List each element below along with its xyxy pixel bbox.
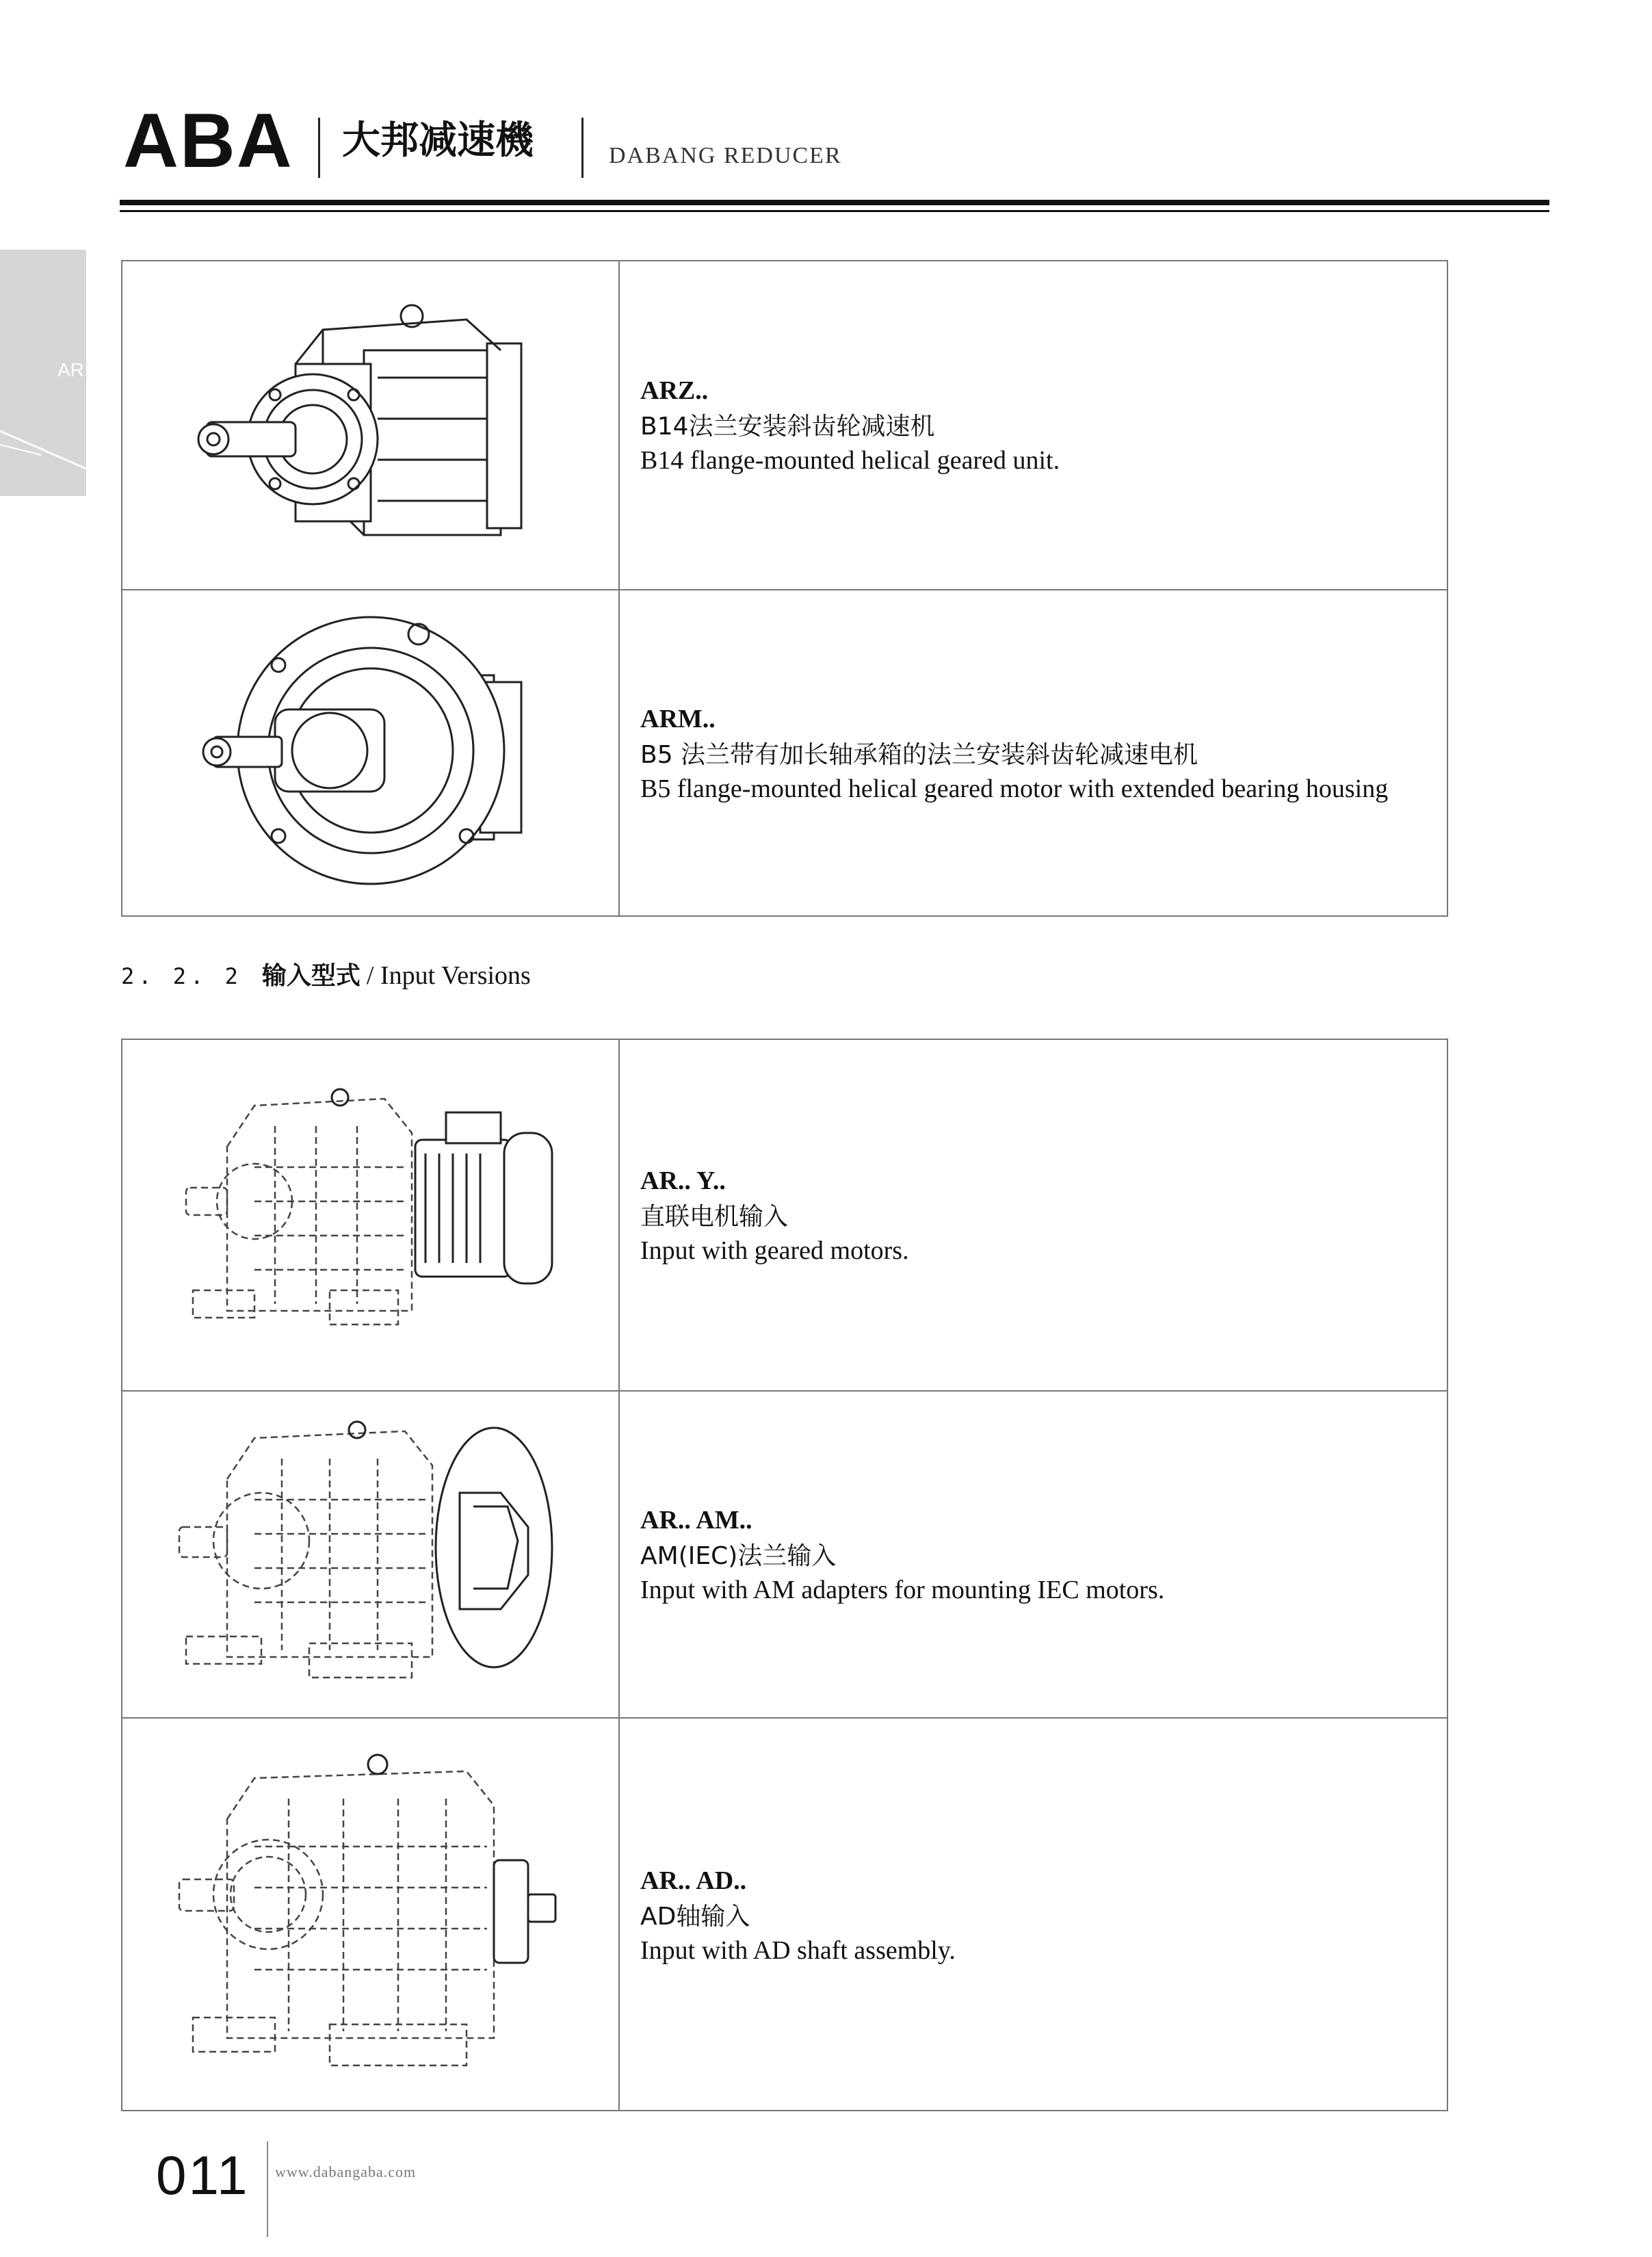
side-tab-label: AR [57, 359, 84, 380]
model-code: ARZ.. [640, 376, 709, 406]
description-en: Input with AM adapters for mounting IEC motors. [640, 1575, 1165, 1604]
table-row [122, 590, 1447, 917]
description-en: Input with AD shaft assembly. [640, 1935, 956, 1965]
product-text-cell [640, 590, 1433, 917]
footer-divider [267, 2141, 268, 2237]
page-number: 011 [156, 2145, 250, 2206]
header-divider [318, 118, 320, 178]
section-heading [121, 956, 531, 991]
product-text-cell [640, 1392, 1433, 1717]
product-image-cell [122, 1392, 618, 1717]
brand-name-en: DABANG REDUCER [609, 143, 842, 168]
description-en: Input with geared motors. [640, 1236, 909, 1265]
gearbox-with-motor-icon [179, 1085, 562, 1345]
mounting-table [121, 260, 1448, 917]
product-image-cell [122, 1040, 618, 1390]
product-text-cell [640, 261, 1433, 589]
header-rule [120, 200, 1549, 205]
model-code: ARM.. [640, 705, 716, 734]
product-text-cell [640, 1040, 1433, 1390]
gearbox-with-am-adapter-icon [172, 1418, 569, 1691]
flange-motor-gearbox-icon [186, 614, 555, 894]
header-rule-thin [120, 210, 1549, 212]
section-title-en: / Input Versions [366, 961, 531, 990]
table-row [122, 1392, 1447, 1717]
header-divider [581, 118, 584, 178]
table-row [122, 261, 1447, 589]
website-link[interactable]: www.dabangaba.com [275, 2163, 417, 2180]
description-cn: 直联电机输入 [640, 1202, 789, 1231]
description-en: B5 flange-mounted helical geared motor with extended bearing housing [640, 774, 1389, 804]
table-row [122, 1040, 1447, 1390]
description-cn: AD轴输入 [640, 1902, 750, 1931]
product-image-cell [122, 1719, 618, 2111]
flange-gearbox-icon [193, 289, 549, 562]
model-code: AR.. Y.. [640, 1166, 726, 1195]
model-code: AR.. AM.. [640, 1505, 752, 1535]
description-cn: B14法兰安装斜齿轮减速机 [640, 413, 935, 441]
section-title-cn: 输入型式 [261, 962, 360, 990]
section-side-tab[interactable] [0, 250, 86, 496]
product-image-cell [122, 261, 618, 589]
product-text-cell [640, 1719, 1433, 2111]
brand-name-cn: 大邦减速機 [342, 118, 534, 163]
description-en: B14 flange-mounted helical geared unit. [640, 446, 1060, 475]
brand-logo: ABA [123, 98, 293, 183]
model-code: AR.. AD.. [640, 1866, 747, 1895]
product-image-cell [122, 590, 618, 917]
description-cn: B5 法兰带有加长轴承箱的法兰安装斜齿轮减速电机 [640, 741, 1198, 770]
description-cn: AM(IEC)法兰输入 [640, 1541, 837, 1570]
section-number: 2. 2. 2 [121, 963, 242, 989]
input-versions-table [121, 1039, 1448, 2111]
table-row [122, 1719, 1447, 2111]
gearbox-with-ad-shaft-icon [172, 1751, 569, 2079]
